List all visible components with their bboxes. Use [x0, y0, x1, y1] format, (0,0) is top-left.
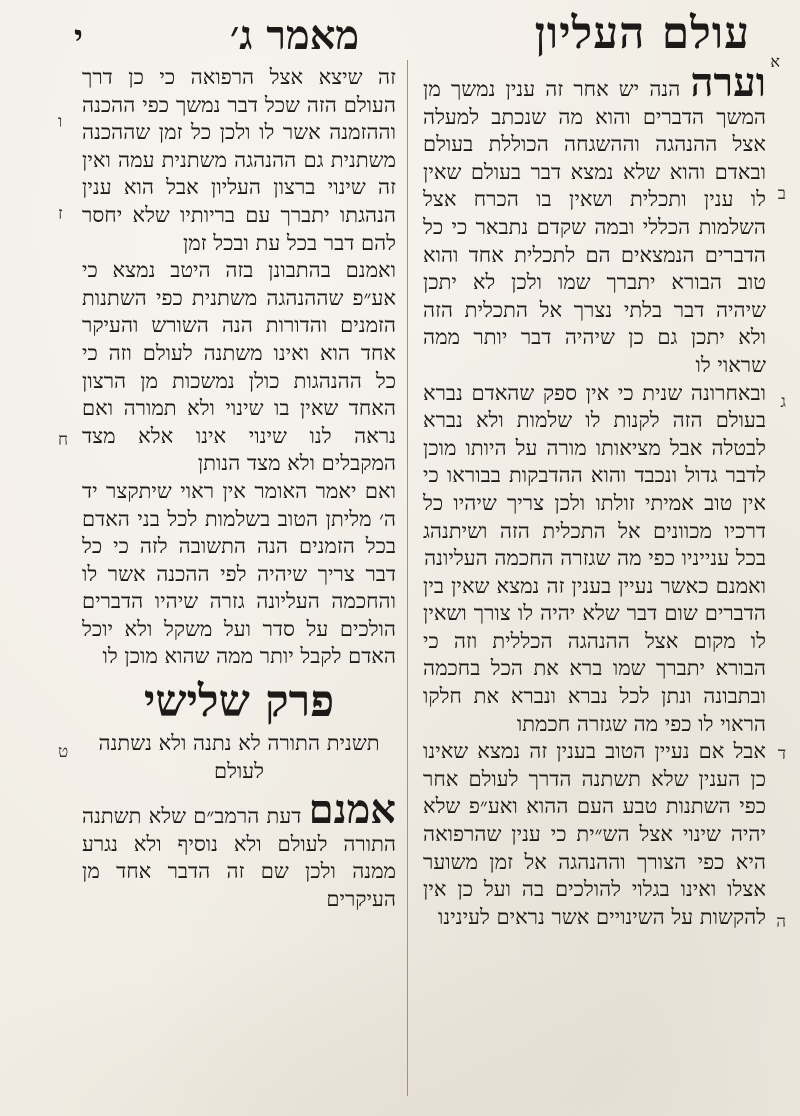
- section-marker: ג: [780, 392, 786, 412]
- column-divider: [407, 60, 408, 1096]
- page-number: י: [74, 18, 83, 58]
- chapter-title: מאמר ג׳: [230, 12, 360, 59]
- opening-word: וערה: [690, 64, 766, 106]
- chapter-heading: פרק שלישי: [143, 676, 335, 728]
- section-marker: ט: [58, 742, 69, 762]
- right-column: [423, 64, 766, 1096]
- paragraph: ואם יאמר האומר אין ראוי שיתקצר יד ה׳ מליתן הטוב בשלמות לכל בני האדם בכל הזמנים הנה התשובה לזה כי כל דבר צריך שיהיה לפי ההכנה אשר לו והחכמה העליונה גזרה שיהיו הדברים הולכים על סדר ועל משקל ולא יוכל האדם לקבל יותר ממה שהוא מוכן לו: [82, 478, 396, 669]
- paragraph: [423, 64, 766, 380]
- paragraph: ואמנם בהתבונן בזה היטב נמצא כי אע״פ שההנהגה משתנית כפי השתנות הזמנים והדורות הנה השורש והעיקר אחד הוא ואינו משתנה לעולם וזה כי כל ההנהגות כולן נמשכות מן הרצון האחד שאין בו שינוי ולא תמורה ואם נראה לנו שינוי אינו אלא מצד המקבלים ולא מצד הנותן: [82, 258, 396, 476]
- section-marker: ד: [777, 744, 786, 764]
- section-marker: ח: [58, 430, 69, 450]
- page-header: [30, 8, 780, 71]
- closing-word: אמנם: [308, 786, 396, 834]
- paragraph: ואמנם כאשר נעיין בענין זה נמצא שאין בין הדברים שום דבר שלא יהיה לו צורך ושאין לו מקום אצל ההנהגה הכללית וזה כי הבורא יתברך שמו ברא את הכל בחכמה ובתבונה ונתן לכל נברא ונברא את חלקו הראוי לו כפי מה שגזרה חכמתו: [423, 573, 766, 736]
- running-title: עולם העליון: [534, 8, 750, 59]
- paragraph: אבל אם נעיין הטוב בענין זה נמצא שאינו כן הענין שלא תשתנה הדרך לעולם אחר כפי השתנות טבע העם ההוא ואע״פ שלא יהיה שינוי אצל הש״ית כי ענין שהרפואה היא כפי הצורך וההנהגה אל זמן משוער אצלו ואינו בגלוי להולכים בה ועל כן אין להקשות על השינויים אשר נראים לעינינו: [423, 739, 766, 929]
- paragraph-text: הנה יש אחר זה ענין נמשך מן המשך הדברים והוא מה שנכתב למעלה אצל ההנהגה וההשגחה הכוללת בעולם ובאדם והוא שלא נמצא דבר בעולם שאין לו ענין ותכלית ושאין בו הכרח אצל השלמות הכללי ובמה שקדם נתבאר כי כל הדברים הנמצאים הם לתכלית אחד והוא טוב הבורא יתברך שמו ולכן לא יתכן שיהיה דבר בלתי נצרך אל התכלית הזה ולא יתכן גם כן שיהיה דבר יותר ממה שראוי לו: [423, 77, 766, 377]
- paragraph-text: דעת הרמב״ם שלא תשתנה התורה לעולם ולא נוסיף ולא נגרע ממנה ולכן שם זה הדבר אחד מן העיקרים: [82, 804, 396, 911]
- section-marker: ו: [58, 112, 63, 132]
- chapter-subheading: תשנית התורה לא נתנה ולא נשתנה לעולם: [98, 731, 380, 784]
- section-marker: ז: [58, 204, 63, 224]
- paragraph: ובאחרונה שנית כי אין ספק שהאדם נברא בעולם הזה לקנות לו שלמות ולא נברא לבטלה אבל מציאותו מורה על היותו מוכן לדבר גדול ונכבד והוא ההדבקות בבוראו כי אין טוב אמיתי זולתו ולכן צריך שיהיו כל דרכיו מכוונים אל התכלית הזה ושיתנהג בכל ענייניו כפי מה שגזרה החכמה העליונה: [423, 380, 766, 571]
- folio-mark: א: [770, 52, 780, 71]
- paragraph: זה שיצא אצל הרפואה כי כן דרך העולם הזה שכל דבר נמשך כפי ההכנה וההזמנה אשר לו ולכן כל זמן שההכנה משתנית גם ההנהגה משתנית עמה ואין זה שינוי ברצון העליון אבל הוא ענין הנהגתו יתברך עם בריותיו שלא יחסר להם דבר בכל עת ובכל זמן: [82, 65, 396, 255]
- paragraph: [82, 786, 396, 913]
- section-marker: ב: [777, 184, 786, 204]
- left-column: [82, 64, 396, 1096]
- section-marker: ה: [776, 912, 786, 932]
